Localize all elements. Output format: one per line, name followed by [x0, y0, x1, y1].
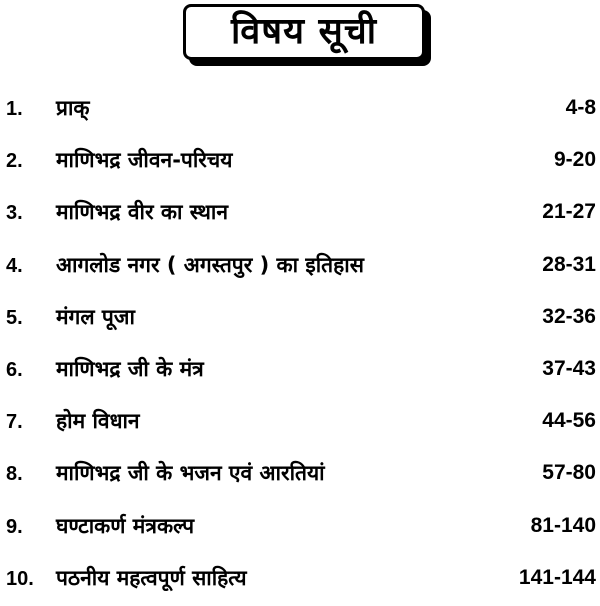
entry-title: आगलोड नगर ( अगस्तपुर ) का इतिहास — [56, 252, 364, 277]
toc-entry — [0, 136, 600, 188]
toc-entry — [0, 241, 600, 293]
entry-number: 7. — [6, 411, 23, 434]
page-title: विषय सूची — [230, 11, 378, 52]
entry-title: माणिभद्र जी के भजन एवं आरतियां — [56, 461, 325, 486]
entry-pages: 37-43 — [542, 356, 596, 380]
entry-number: 5. — [6, 306, 23, 329]
entry-number: 8. — [6, 463, 23, 486]
toc-entry — [0, 554, 600, 606]
entry-title: घण्टाकर्ण मंत्रकल्प — [56, 513, 195, 538]
entry-number: 10. — [6, 567, 34, 590]
toc-entry — [0, 84, 600, 136]
entry-number: 1. — [6, 98, 23, 120]
toc-entry — [0, 345, 600, 397]
toc-entry — [0, 449, 600, 501]
entry-pages: 21-27 — [542, 200, 596, 224]
toc-entry — [0, 188, 600, 240]
entry-title: माणिभद्र जी के मंत्र — [56, 356, 204, 381]
entry-pages: 81-140 — [530, 513, 596, 537]
toc-entry — [0, 293, 600, 345]
entry-pages: 44-56 — [542, 409, 596, 433]
entry-number: 4. — [6, 254, 23, 277]
entry-pages: 57-80 — [542, 461, 596, 485]
entry-number: 9. — [6, 515, 23, 538]
entry-pages: 32-36 — [542, 304, 596, 328]
entry-title: होम विधान — [56, 409, 140, 434]
entry-pages: 141-144 — [518, 565, 596, 589]
toc-entry — [0, 397, 600, 449]
entry-title: मंगल पूजा — [56, 304, 135, 329]
entry-number: 3. — [6, 202, 23, 225]
entry-title: माणिभद्र जीवन-परिचय — [56, 148, 233, 173]
entry-title: प्राक् — [56, 96, 90, 120]
toc-entry — [0, 502, 600, 554]
entry-number: 6. — [6, 358, 23, 381]
entry-number: 2. — [6, 150, 23, 173]
entry-pages: 28-31 — [542, 252, 596, 276]
title-box — [183, 4, 425, 60]
entry-title: माणिभद्र वीर का स्थान — [56, 200, 228, 225]
table-of-contents — [0, 84, 600, 606]
entry-title: पठनीय महत्वपूर्ण साहित्य — [56, 565, 247, 590]
entry-pages: 9-20 — [553, 148, 596, 172]
entry-pages: 4-8 — [565, 96, 596, 119]
